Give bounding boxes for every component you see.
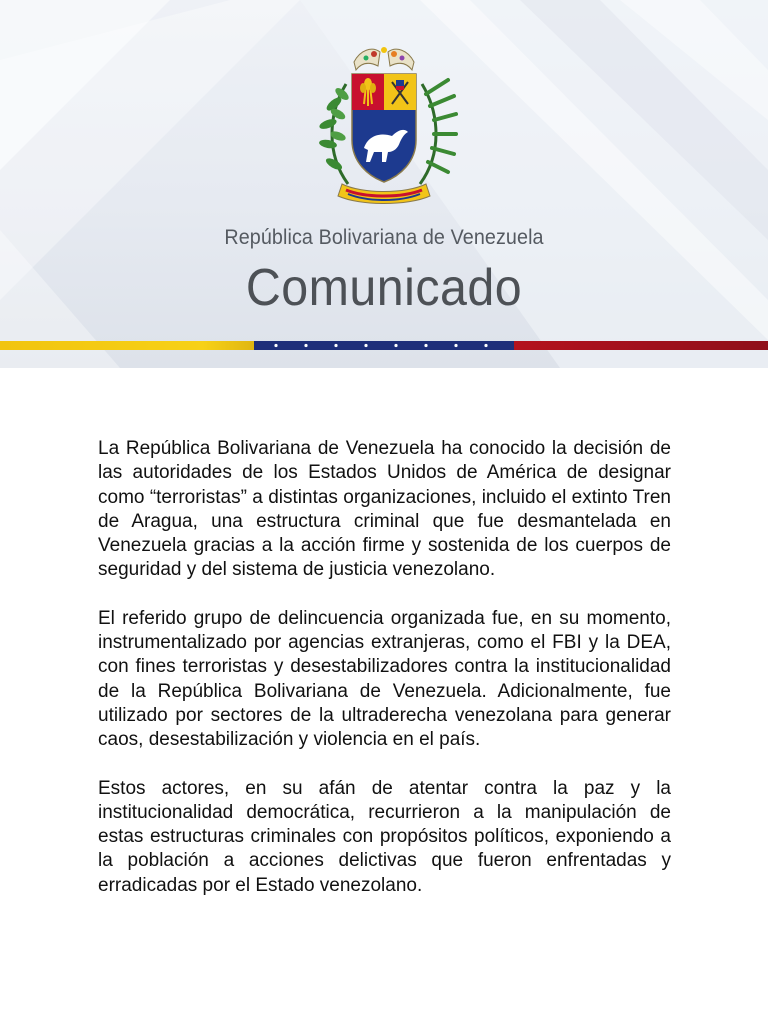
page-title: Comunicado [245, 259, 523, 317]
body-paragraph: El referido grupo de delincuencia organizada fue, en su momento, instrumentalizado por agencias extranjeras, como el FBI y la DEA, con fines terroristas y desestabilizadores contra la institucionalidad de la República Bolivariana de Venezuela. Adicionalmente, fue utilizado por sectores de la ultraderecha venezolana para generar caos, desestabilización y violencia en el país. [98, 607, 671, 751]
coat-of-arms-emblem [308, 44, 460, 212]
country-name: República Bolivariana de Venezuela [224, 226, 544, 249]
body-paragraph: La República Bolivariana de Venezuela ha conocido la decisión de las autoridades de los Estados Unidos de América de designar como “terroristas” a distintas organizaciones, incluido el extinto Tren de Aragua, una estructura criminal que fue desmantelada en Venezuela gracias a la acción firme y sostenida de los cuerpos de seguridad y del sistema de justicia venezolano. [98, 438, 671, 581]
flag-stars [254, 341, 514, 350]
body-paragraph: Estos actores, en su afán de atentar contra la paz y la institucionalidad democrática, recurrieron a la manipulación de estas estructuras criminales con propósitos políticos, exponiendo a la población a acciones delictivas que fueron enfrentadas y erradicadas por el Estado venezolano. [98, 777, 671, 896]
communique-header [0, 0, 768, 368]
flag-yellow-stripe [0, 341, 254, 350]
flag-color-bar [0, 341, 768, 350]
flag-red-stripe [514, 341, 768, 350]
flag-blue-stripe [254, 341, 514, 350]
communique-body [98, 437, 671, 922]
